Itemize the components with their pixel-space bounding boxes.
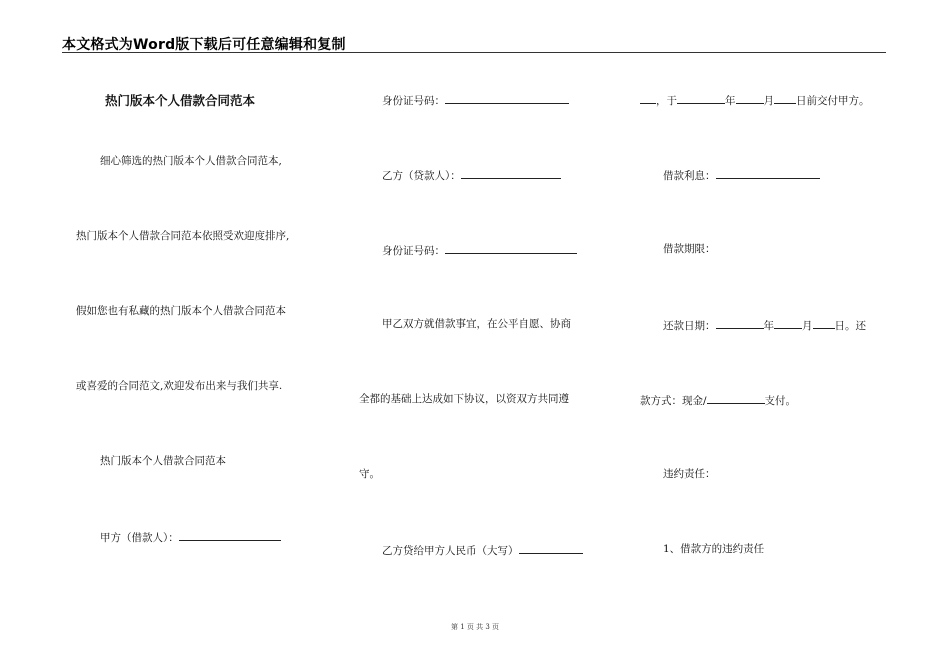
delivery-row xyxy=(640,92,870,108)
repay-method-suffix: 支付。 xyxy=(764,395,797,407)
delivery-month-blank xyxy=(736,92,764,104)
repay-year-label: 年 xyxy=(763,320,774,332)
document-title: 热门版本个人借款合同范本 xyxy=(105,93,256,108)
agreement-para-line-1: 甲乙双方就借款事宜，在公平自愿、协商 xyxy=(382,318,571,330)
delivery-year-blank xyxy=(677,92,725,104)
repay-date-row xyxy=(663,317,866,333)
delivery-day-blank xyxy=(774,92,796,104)
repay-suffix: 日。还 xyxy=(834,320,866,332)
column-right xyxy=(636,0,896,672)
lender-label: 甲方（借款人）： xyxy=(100,532,179,544)
delivery-year-label: 年 xyxy=(725,95,736,107)
column-left xyxy=(60,0,330,672)
document-banner: 本文格式为Word版下载后可任意编辑和复制 xyxy=(62,37,346,53)
lender-id-blank xyxy=(445,92,569,104)
delivery-prefix: ，于 xyxy=(656,95,677,107)
repay-method-label: 款方式：现金/ xyxy=(640,395,707,407)
lender-row xyxy=(100,529,281,545)
intro-line-3: 假如您也有私藏的热门版本个人借款合同范本 xyxy=(76,305,286,317)
intro-line-1: 细心筛选的热门版本个人借款合同范本, xyxy=(100,155,282,167)
repay-month-label: 月 xyxy=(802,320,813,332)
borrower-label: 乙方（贷款人）： xyxy=(382,170,461,182)
agreement-para-line-2: 全都的基础上达成如下协议，以资双方共同遵 xyxy=(359,393,569,405)
term-label: 借款期限： xyxy=(663,243,716,255)
borrower-id-row xyxy=(382,242,577,258)
page-number: 第 1 页 共 3 页 xyxy=(450,623,500,631)
borrower-row xyxy=(382,167,561,183)
repay-day-blank xyxy=(813,317,835,329)
loan-amount-row xyxy=(382,542,583,558)
borrower-id-blank xyxy=(445,242,577,254)
interest-row xyxy=(663,167,820,183)
repay-label: 还款日期： xyxy=(663,320,716,332)
liability-label: 违约责任： xyxy=(663,468,716,480)
contract-subtitle: 热门版本个人借款合同范本 xyxy=(100,455,226,467)
lender-name-blank xyxy=(179,529,281,541)
borrower-name-blank xyxy=(461,167,561,179)
intro-line-4: 或喜爱的合同范文,欢迎发布出来与我们共享. xyxy=(76,380,283,392)
borrower-id-label: 身份证号码： xyxy=(382,245,445,257)
delivery-month-label: 月 xyxy=(763,95,774,107)
delivery-suffix: 日前交付甲方。 xyxy=(796,95,870,107)
agreement-para-line-3: 守。 xyxy=(359,468,380,480)
loan-amount-blank xyxy=(519,542,583,554)
delivery-amount-blank xyxy=(640,92,656,104)
intro-line-2: 热门版本个人借款合同范本依照受欢迎度排序, xyxy=(76,230,290,242)
repay-year-blank xyxy=(716,317,764,329)
repay-method-row xyxy=(640,392,796,408)
loan-amount-label: 乙方贷给甲方人民币（大写） xyxy=(382,545,519,557)
repay-month-blank xyxy=(774,317,802,329)
lender-id-label: 身份证号码： xyxy=(382,95,445,107)
interest-label: 借款利息： xyxy=(663,170,716,182)
interest-blank xyxy=(716,167,820,179)
column-middle xyxy=(355,0,620,672)
repay-method-blank xyxy=(707,392,765,404)
lender-id-row xyxy=(382,92,569,108)
liability-item-1: 1、借款方的违约责任 xyxy=(663,543,765,555)
